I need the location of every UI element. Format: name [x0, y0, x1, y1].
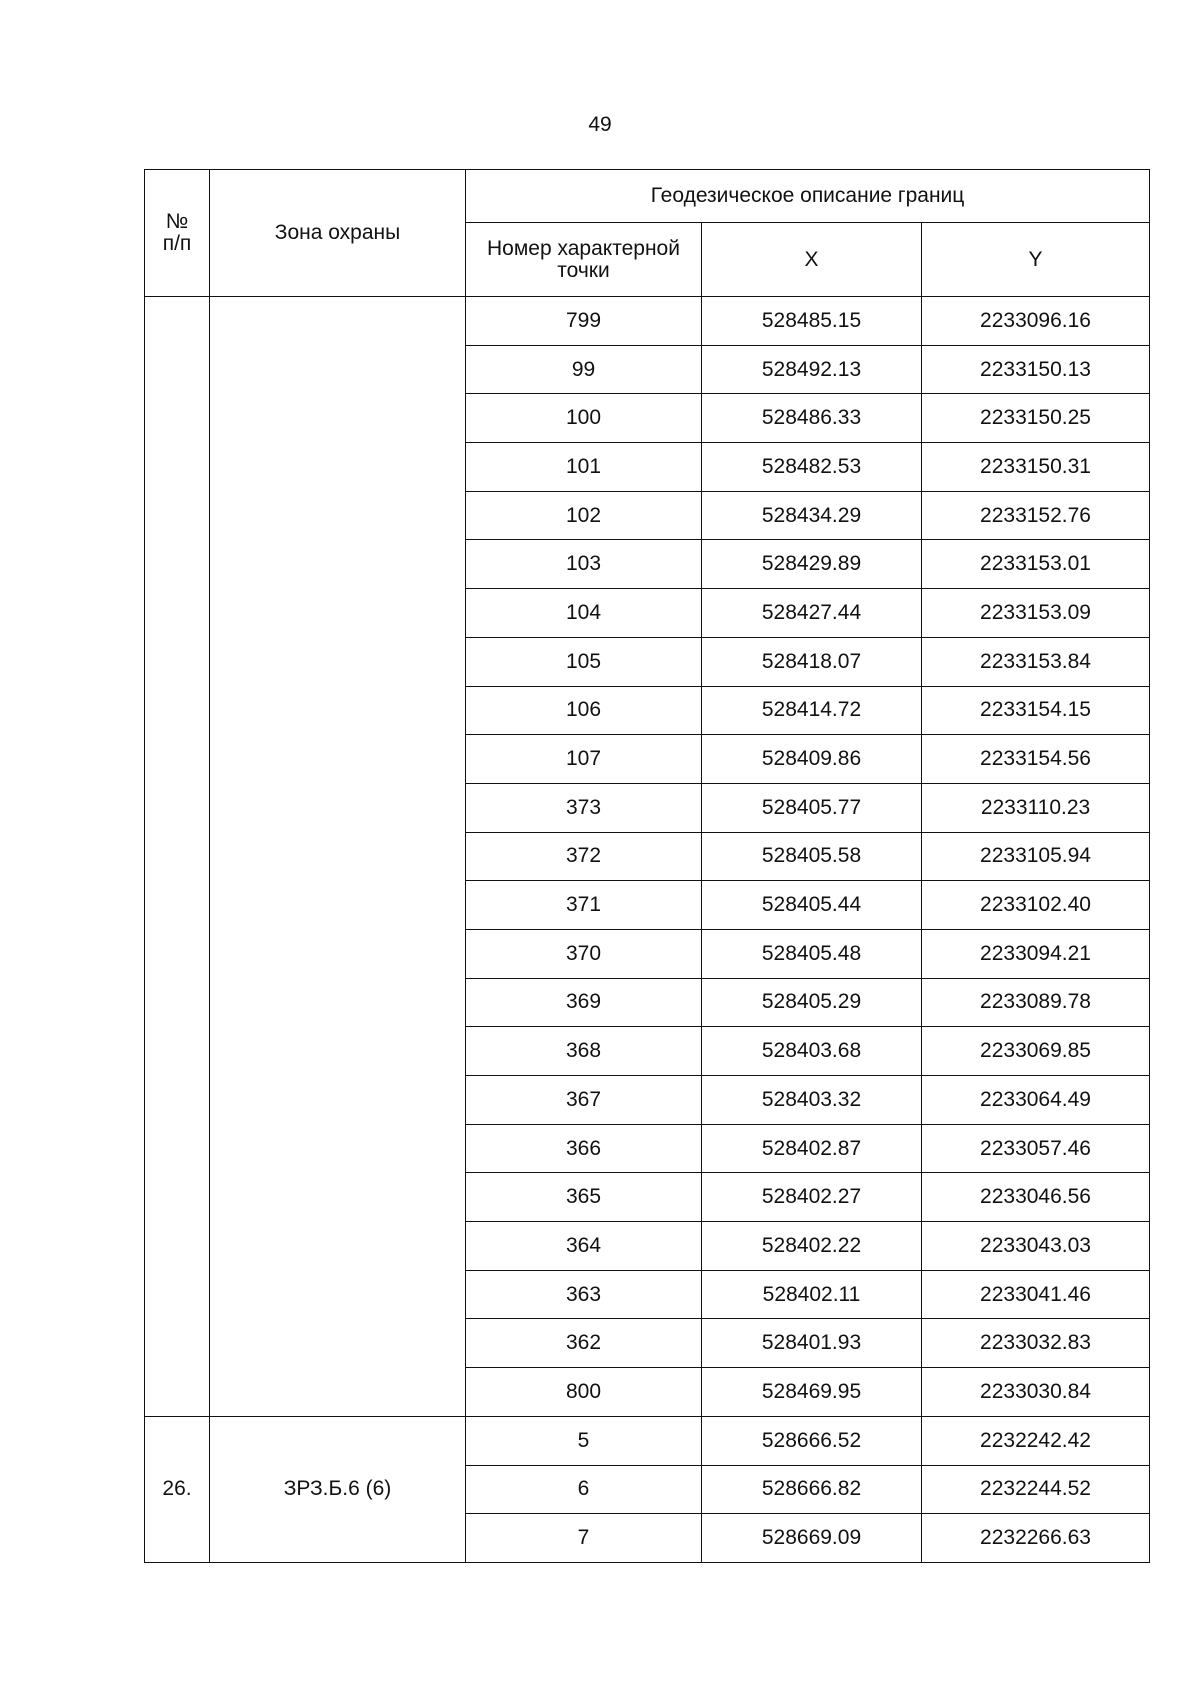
point-number-cell: 369: [466, 978, 702, 1027]
y-coordinate-cell: 2233069.85: [922, 1027, 1150, 1076]
y-coordinate-cell: 2232242.42: [922, 1416, 1150, 1465]
point-number-cell: 105: [466, 637, 702, 686]
point-number-cell: 799: [466, 297, 702, 346]
x-coordinate-cell: 528402.11: [702, 1270, 922, 1319]
x-coordinate-cell: 528666.52: [702, 1416, 922, 1465]
y-coordinate-cell: 2233153.01: [922, 540, 1150, 589]
table-body: [145, 297, 1150, 1563]
point-number-cell: 6: [466, 1465, 702, 1514]
header-point-number: [466, 223, 702, 297]
x-coordinate-cell: 528429.89: [702, 540, 922, 589]
y-coordinate-cell: 2233032.83: [922, 1319, 1150, 1368]
header-point-line1: Номер характерной: [487, 236, 680, 260]
x-coordinate-cell: 528492.13: [702, 345, 922, 394]
x-coordinate-cell: 528403.32: [702, 1076, 922, 1125]
point-number-cell: 102: [466, 491, 702, 540]
y-coordinate-cell: 2233030.84: [922, 1368, 1150, 1417]
y-coordinate-cell: 2233057.46: [922, 1124, 1150, 1173]
point-number-cell: 107: [466, 735, 702, 784]
boundary-coordinates-table: [144, 169, 1150, 1563]
header-number-symbol: №: [165, 210, 189, 233]
header-y: Y: [922, 223, 1150, 297]
header-geodetic-description: Геодезическое описание границ: [466, 170, 1150, 223]
point-number-cell: 373: [466, 783, 702, 832]
point-number-cell: 362: [466, 1319, 702, 1368]
header-zone: Зона охраны: [210, 170, 466, 297]
y-coordinate-cell: 2233150.31: [922, 443, 1150, 492]
x-coordinate-cell: 528427.44: [702, 589, 922, 638]
x-coordinate-cell: 528414.72: [702, 686, 922, 735]
y-coordinate-cell: 2233105.94: [922, 832, 1150, 881]
y-coordinate-cell: 2233046.56: [922, 1173, 1150, 1222]
point-number-cell: 370: [466, 929, 702, 978]
y-coordinate-cell: 2233150.13: [922, 345, 1150, 394]
x-coordinate-cell: 528405.44: [702, 881, 922, 930]
point-number-cell: 366: [466, 1124, 702, 1173]
point-number-cell: 106: [466, 686, 702, 735]
x-coordinate-cell: 528434.29: [702, 491, 922, 540]
x-coordinate-cell: 528402.22: [702, 1222, 922, 1271]
header-point-line2: точки: [557, 258, 610, 282]
x-coordinate-cell: 528469.95: [702, 1368, 922, 1417]
x-coordinate-cell: 528482.53: [702, 443, 922, 492]
header-number-column: [145, 170, 210, 297]
x-coordinate-cell: 528418.07: [702, 637, 922, 686]
y-coordinate-cell: 2233153.84: [922, 637, 1150, 686]
point-number-cell: 365: [466, 1173, 702, 1222]
point-number-cell: 99: [466, 345, 702, 394]
x-coordinate-cell: 528405.29: [702, 978, 922, 1027]
point-number-cell: 103: [466, 540, 702, 589]
x-coordinate-cell: 528666.82: [702, 1465, 922, 1514]
point-number-cell: 101: [466, 443, 702, 492]
point-number-cell: 364: [466, 1222, 702, 1271]
point-number-cell: 7: [466, 1514, 702, 1563]
x-coordinate-cell: 528401.93: [702, 1319, 922, 1368]
x-coordinate-cell: 528486.33: [702, 394, 922, 443]
x-coordinate-cell: 528402.27: [702, 1173, 922, 1222]
row-number-cell: [145, 297, 210, 1417]
y-coordinate-cell: 2233150.25: [922, 394, 1150, 443]
point-number-cell: 367: [466, 1076, 702, 1125]
table-row: [145, 1416, 1150, 1465]
x-coordinate-cell: 528669.09: [702, 1514, 922, 1563]
y-coordinate-cell: 2232266.63: [922, 1514, 1150, 1563]
point-number-cell: 372: [466, 832, 702, 881]
point-number-cell: 363: [466, 1270, 702, 1319]
point-number-cell: 800: [466, 1368, 702, 1417]
zone-cell: ЗРЗ.Б.6 (6): [210, 1416, 466, 1562]
y-coordinate-cell: 2233110.23: [922, 783, 1150, 832]
header-row-1: [145, 170, 1150, 223]
y-coordinate-cell: 2233096.16: [922, 297, 1150, 346]
point-number-cell: 100: [466, 394, 702, 443]
page-number: 49: [588, 113, 612, 136]
point-number-cell: 104: [466, 589, 702, 638]
x-coordinate-cell: 528403.68: [702, 1027, 922, 1076]
y-coordinate-cell: 2233094.21: [922, 929, 1150, 978]
x-coordinate-cell: 528405.48: [702, 929, 922, 978]
y-coordinate-cell: 2233102.40: [922, 881, 1150, 930]
y-coordinate-cell: 2233043.03: [922, 1222, 1150, 1271]
x-coordinate-cell: 528402.87: [702, 1124, 922, 1173]
point-number-cell: 371: [466, 881, 702, 930]
point-number-cell: 368: [466, 1027, 702, 1076]
zone-cell: [210, 297, 466, 1417]
y-coordinate-cell: 2233154.15: [922, 686, 1150, 735]
x-coordinate-cell: 528405.77: [702, 783, 922, 832]
y-coordinate-cell: 2233089.78: [922, 978, 1150, 1027]
y-coordinate-cell: 2233153.09: [922, 589, 1150, 638]
y-coordinate-cell: 2233064.49: [922, 1076, 1150, 1125]
y-coordinate-cell: 2233152.76: [922, 491, 1150, 540]
header-x: X: [702, 223, 922, 297]
header-number-abbr: п/п: [162, 232, 192, 255]
x-coordinate-cell: 528409.86: [702, 735, 922, 784]
table-row: [145, 297, 1150, 346]
point-number-cell: 5: [466, 1416, 702, 1465]
x-coordinate-cell: 528405.58: [702, 832, 922, 881]
row-number-cell: 26.: [145, 1416, 210, 1562]
y-coordinate-cell: 2233154.56: [922, 735, 1150, 784]
y-coordinate-cell: 2233041.46: [922, 1270, 1150, 1319]
y-coordinate-cell: 2232244.52: [922, 1465, 1150, 1514]
x-coordinate-cell: 528485.15: [702, 297, 922, 346]
